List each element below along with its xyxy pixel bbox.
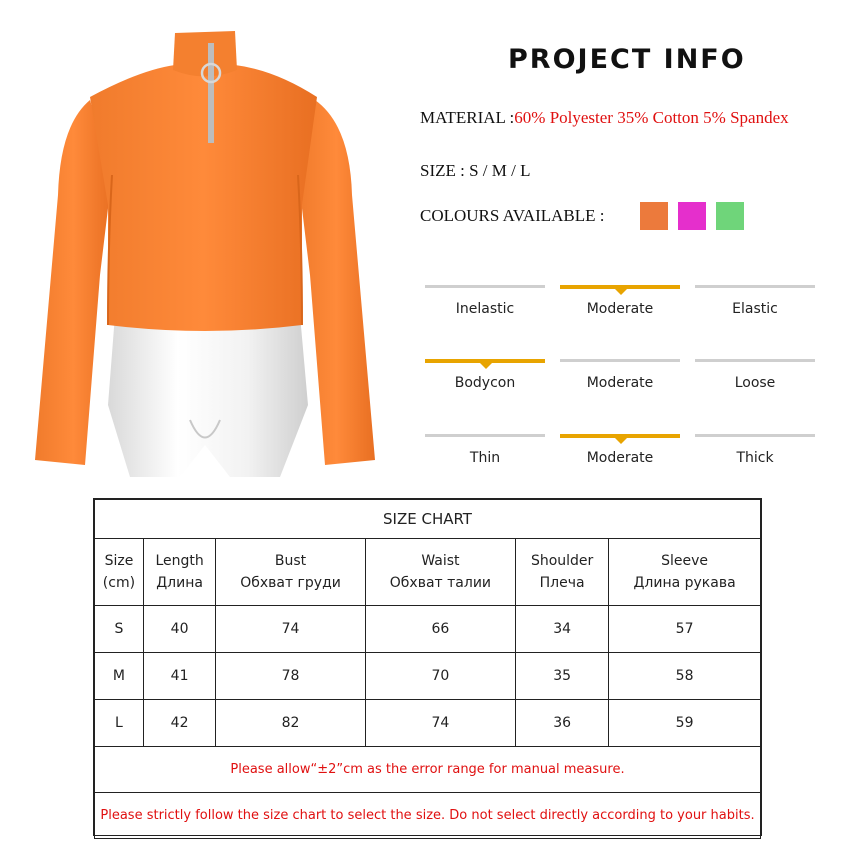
scale-pointer-icon xyxy=(480,363,492,369)
header-cell: Waist Обхват талии xyxy=(365,539,515,606)
scale-bar xyxy=(695,434,815,437)
table-cell: M xyxy=(95,653,144,700)
colour-swatch-orange[interactable] xyxy=(640,202,668,230)
scale-option-inelastic xyxy=(425,285,545,315)
table-row xyxy=(95,700,761,747)
table-cell: 74 xyxy=(365,700,515,747)
size-chart-table xyxy=(94,499,761,839)
table-cell: 41 xyxy=(143,653,215,700)
scale-bar xyxy=(695,285,815,288)
table-row xyxy=(95,653,761,700)
table-cell: 66 xyxy=(365,606,515,653)
colour-swatch-green[interactable] xyxy=(716,202,744,230)
size-line: SIZE : S / M / L xyxy=(420,161,531,180)
scale-option-elastic xyxy=(695,285,815,315)
colour-swatch-magenta[interactable] xyxy=(678,202,706,230)
size-selection-note: Please strictly follow the size chart to select the size. Do not select directly according to your habits. xyxy=(95,793,761,839)
scale-option-label: Moderate xyxy=(586,450,654,466)
scale-bar xyxy=(425,434,545,437)
scale-option-label: Thick xyxy=(736,450,774,466)
header-cell: Bust Обхват груди xyxy=(216,539,365,606)
scale-pointer-icon xyxy=(615,438,627,444)
size-chart xyxy=(93,498,762,836)
table-row xyxy=(95,606,761,653)
table-cell: 58 xyxy=(609,653,761,700)
measure-error-note: Please allow“±2”cm as the error range for manual measure. xyxy=(95,747,761,793)
table-cell: 59 xyxy=(609,700,761,747)
material-line xyxy=(420,108,789,128)
header-cell: Size (cm) xyxy=(95,539,144,606)
table-cell: 70 xyxy=(365,653,515,700)
table-cell: 78 xyxy=(216,653,365,700)
scale-option-thick xyxy=(695,434,815,464)
header-cell: Sleeve Длина рукава xyxy=(609,539,761,606)
project-info-title: PROJECT INFO xyxy=(508,44,746,75)
header-cell: Length Длина xyxy=(143,539,215,606)
scale-option-moderate xyxy=(560,285,680,315)
scale-option-moderate xyxy=(560,434,680,464)
orange-crop-top-illustration xyxy=(30,25,375,477)
table-cell: 74 xyxy=(216,606,365,653)
material-label: MATERIAL : xyxy=(420,108,515,127)
table-cell: 35 xyxy=(516,653,609,700)
scale-bar xyxy=(560,359,680,362)
scale-option-label: Thin xyxy=(469,450,501,466)
table-cell: 57 xyxy=(609,606,761,653)
table-cell: 42 xyxy=(143,700,215,747)
scale-pointer-icon xyxy=(615,289,627,295)
header-cell: Shoulder Плеча xyxy=(516,539,609,606)
scale-option-label: Moderate xyxy=(586,375,654,391)
table-cell: 36 xyxy=(516,700,609,747)
table-cell: S xyxy=(95,606,144,653)
scale-option-label: Moderate xyxy=(586,301,654,317)
table-cell: L xyxy=(95,700,144,747)
product-photo xyxy=(30,25,375,477)
size-chart-title: SIZE CHART xyxy=(95,500,761,539)
table-cell: 40 xyxy=(143,606,215,653)
scale-bar xyxy=(425,285,545,288)
scale-option-label: Inelastic xyxy=(455,301,515,317)
scale-option-label: Elastic xyxy=(732,301,778,317)
table-cell: 34 xyxy=(516,606,609,653)
size-chart-header-row xyxy=(95,539,761,606)
scale-option-label: Bodycon xyxy=(454,375,516,391)
scale-option-thin xyxy=(425,434,545,464)
material-value: 60% Polyester 35% Cotton 5% Spandex xyxy=(514,108,789,127)
table-cell: 82 xyxy=(216,700,365,747)
scale-bar xyxy=(695,359,815,362)
scale-option-label: Loose xyxy=(734,375,776,391)
scale-option-loose xyxy=(695,359,815,389)
scale-option-bodycon xyxy=(425,359,545,389)
scale-option-moderate xyxy=(560,359,680,389)
colours-label: COLOURS AVAILABLE : xyxy=(420,206,605,225)
